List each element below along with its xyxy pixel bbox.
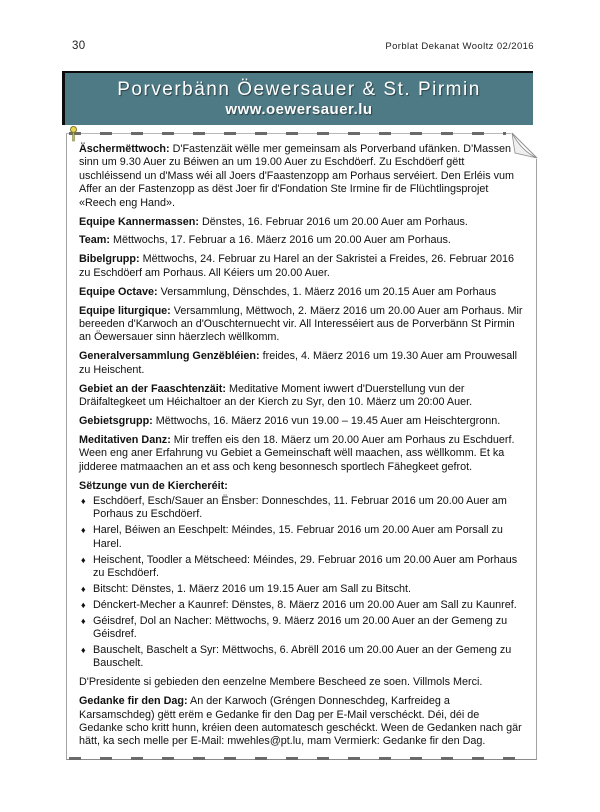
diamond-bullet-icon: ♦ <box>81 495 86 506</box>
note-body <box>67 134 536 749</box>
bullet-item: ♦ Bitscht: Dënstes, 1. Mäerz 2016 um 19.15 Auer am Sall zu Bitscht. <box>81 582 412 595</box>
page-number: 30 <box>72 40 86 52</box>
banner <box>62 71 533 125</box>
paragraph: Meditativen Danz: Mir treffen eis den 18. Mäerz um 20.00 Auer am Porhaus zu Eschduerf. Ween eng aner Erfahrung vu Gebiet a Gemeinschaft wëll maachen, ass wëllkomm. Et ka jidderee matmaachen an et ass och keng besonnesch sportlech Fähegkeet gefrot. <box>79 433 515 473</box>
paragraph-label: Equipe Octave: <box>79 285 158 298</box>
paragraph: Gebiet an der Faaschtenzäit: Meditative Moment iwwert d'Duerstellung vun der Dräifaltegkeet um Héichaltoer an der Kierch zu Syr, den 10. Mäerz um 20:00 Auer. <box>79 382 473 408</box>
paragraph: D'Presidente si gebieden den eenzelne Membere Bescheed ze soen. Villmols Merci. <box>79 676 483 689</box>
paragraph-label: Äschermëttwoch: <box>79 143 170 155</box>
bullet-list <box>79 495 526 671</box>
diamond-bullet-icon: ♦ <box>81 583 86 594</box>
bullet-item: ♦ Harel, Béiwen an Eeschpelt: Méindes, 15. Februar 2016 um 20.00 Auer am Porsall zu Harel. <box>81 524 503 550</box>
note-frame <box>66 133 537 760</box>
bullet-item: ♦ Heischent, Toodler a Mëtscheed: Méindes, 29. Februar 2016 um 20.00 Auer am Porhaus zu Eschdöerf. <box>81 553 518 579</box>
paragraph: Team: Mëttwochs, 17. Februar a 16. Mäerz 2016 um 20.00 Auer am Porhaus. <box>79 234 451 247</box>
page-header <box>72 40 534 52</box>
banner-title: Porverbänn Öewersauer & St. Pirmin <box>117 79 481 100</box>
paragraph-label: Team: <box>79 234 110 247</box>
paragraph: Gebietsgrupp: Mëttwochs, 16. Mäerz 2016 vun 19.00 – 19.45 Auer am Heischtergronn. <box>79 414 501 427</box>
diamond-bullet-icon: ♦ <box>81 615 86 626</box>
paragraph-label: Bibelgrupp: <box>79 253 140 266</box>
paragraph-label: Generalversammlung Genzëbléien: <box>79 350 260 363</box>
diamond-bullet-icon: ♦ <box>81 645 86 655</box>
paragraph: Equipe liturgique: Versammlung, Mëttwoch, 2. Mäerz 2016 um 20.00 Auer am Porhaus. Mir bereeden d'Karwoch an d'Ouschternuecht vir. All Interesséiert aus de Porverbänn St Pirmin an Öewersauer sinn häerzlech wëllkomm. <box>79 304 523 344</box>
paragraph: Generalversammlung Genzëbléien: freides, 4. Mäerz 2016 um 19.30 Auer am Prouwesall zu Heischent. <box>79 350 518 376</box>
bullet-item: ♦ Bauschelt, Baschelt a Syr: Mëttwochs, 6. Abrëll 2016 um 20.00 Auer an der Gemeng zu Bauschelt. <box>81 644 512 670</box>
paragraph-label: Gebietsgrupp: <box>79 414 153 427</box>
section-heading <box>79 480 526 493</box>
journal-header: Porblat Dekanat Wooltz 02/2016 <box>385 41 534 52</box>
diamond-bullet-icon: ♦ <box>81 525 86 536</box>
paragraph-label: Equipe liturgique: <box>79 304 171 317</box>
diamond-bullet-icon: ♦ <box>81 554 86 565</box>
paragraph: Gedanke fir den Dag: An der Karwoch (Gréngen Donneschdeg, Karfreideg a Karsamschdeg) gëtt erëm e Gedanke fir den Dag per E-Mail verschéckt. Déi, déi de Gedanke scho kritt hunn, kréien deen automatesch geschéckt. Ween de Gedanken nach gär hätt, ka sech melle per E-Mail: mwehles@pt.lu, mam Vermierk: Gedanke fir den Dag. <box>79 695 522 748</box>
banner-url: www.oewersauer.lu <box>225 101 373 118</box>
paragraph: Bibelgrupp: Mëttwochs, 24. Februar zu Harel an der Sakristei a Freides, 26. Februar 2016 zu Eschdöerf am Porhaus. All Kéiers um 20.00 Auer. <box>79 253 515 279</box>
paragraph-label: Sëtzunge vun de Kiercheréit: <box>79 479 228 492</box>
paragraph-label: Meditativen Danz: <box>79 433 171 446</box>
paragraph: Equipe Kannermassen: Dënstes, 16. Februar 2016 um 20.00 Auer am Porhaus. <box>79 215 468 228</box>
paragraph-label: Gedanke fir den Dag: <box>79 695 188 708</box>
bullet-item: ♦ Eschdöerf, Esch/Sauer an Ënsber: Donneschdes, 11. Februar 2016 um 20.00 Auer am Porhaus zu Eschdöerf. <box>81 494 507 521</box>
paragraph-label: Equipe Kannermassen: <box>79 215 199 228</box>
bullet-item: ♦ Dénckert-Mecher a Kaunref: Dënstes, 8. Mäerz 2016 um 20.00 Auer am Sall zu Kaunref. <box>81 598 517 611</box>
paragraph: Equipe Octave: Versammlung, Dënschdes, 1. Mäerz 2016 um 20.15 Auer am Porhaus <box>79 285 497 298</box>
dashed-border-bottom <box>69 757 532 760</box>
diamond-bullet-icon: ♦ <box>81 599 86 610</box>
bullet-item: ♦ Géisdref, Dol an Nacher: Mëttwochs, 9. Mäerz 2016 um 20.00 Auer an der Gemeng zu Géisdref. <box>81 614 508 641</box>
paragraph: Äschermëttwoch: D'Fastenzäit wëlle mer gemeinsam als Porverband ufänken. D'Massen sinn um 9.30 Auer zu Béiwen an um 19.00 Auer zu Eschdöerf. Zu Eschdöerf gëtt uschléissend un d'Mass wéi all Joers d'Faastenzopp am Porhaus servéiert. Den Erléis vum Affer an der Fastenzopp as dëst Joer fir d'Fondation Ste Irmine fir de Flüchtlingsprojet «Reech eng Hand». <box>79 143 514 209</box>
paragraph-label: Gebiet an der Faaschtenzäit: <box>79 382 226 395</box>
